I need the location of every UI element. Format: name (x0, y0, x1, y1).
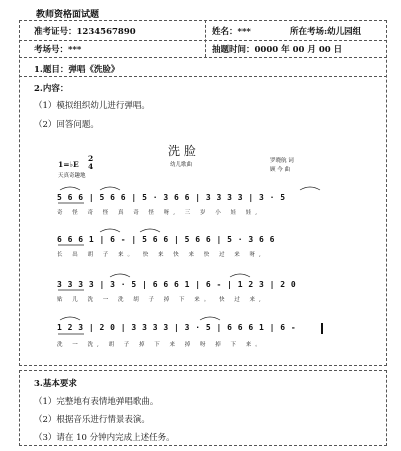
requirement-item: （1）完整地有表情地弹唱歌曲。 (34, 397, 159, 407)
lyricist: 罗晓航 词 (270, 158, 294, 164)
composer: 顾 今 曲 (270, 167, 290, 173)
lyrics-line: 洗 一 洗, 胡 子 掉 下 来 掉 呀 掉 下 来。 (57, 342, 265, 348)
notation-line: 6 6 6 1 | 6 - | 5 6 6 | 5 6 6 | 5 · 3 6 6 (57, 235, 275, 244)
notation-line: 1 2 3 | 2 0 | 3 3 3 3 | 3 · 5 | 6 6 6 1 | 6 - (57, 323, 297, 332)
requirement-item: （3）请在 10 分钟内完成上述任务。 (34, 433, 175, 443)
key-signature: 1=♭E (58, 160, 79, 169)
song-title: 洗 脸 (168, 144, 196, 158)
requirements-heading: 3.基本要求 (34, 379, 77, 389)
content-item: （2）回答问题。 (34, 120, 99, 130)
song-subtitle: 幼儿歌曲 (170, 162, 193, 168)
content-heading: 2.内容： (34, 84, 69, 94)
seat-number: 考场号：*** (34, 45, 82, 55)
exam-site: 所在考场:幼儿园组 (290, 27, 362, 37)
tempo-marking: 天真奇趣地 (58, 173, 86, 179)
topic: 1.题目：弹唱《洗脸》 (34, 65, 120, 75)
lyrics-line: 贴 儿 洗 一 洗 胡 子 掉 下 来。 快 过 来, (57, 297, 265, 303)
notation-line: 5 6 6 | 5 6 6 | 5 · 3 6 6 | 3 3 3 3 | 3 · 5 (57, 193, 286, 202)
lyrics-line: 长 出 胡 子 来。 快 来 快 来 快 过 来 呀, (57, 252, 265, 258)
content-item: （1）模拟组织幼儿进行弹唱。 (34, 101, 150, 111)
requirement-item: （2）根据音乐进行情景表演。 (34, 415, 150, 425)
page-title: 教师资格面试题 (36, 10, 100, 20)
lyrics-line: 奇 怪 奇 怪 真 奇 怪 呀, 三 岁 小 娃 娃, (57, 210, 261, 216)
candidate-name: 姓名：*** (212, 27, 251, 37)
notation-line: 3 3 3 3 | 3 · 5 | 6 6 6 1 | 6 - | 1 2 3 | 2 0 (57, 280, 297, 289)
draw-time: 抽题时间：0000 年 00 月 00 日 (212, 45, 343, 55)
exam-number: 准考证号：1234567890 (34, 27, 136, 37)
time-signature: 2 4 (88, 154, 94, 171)
